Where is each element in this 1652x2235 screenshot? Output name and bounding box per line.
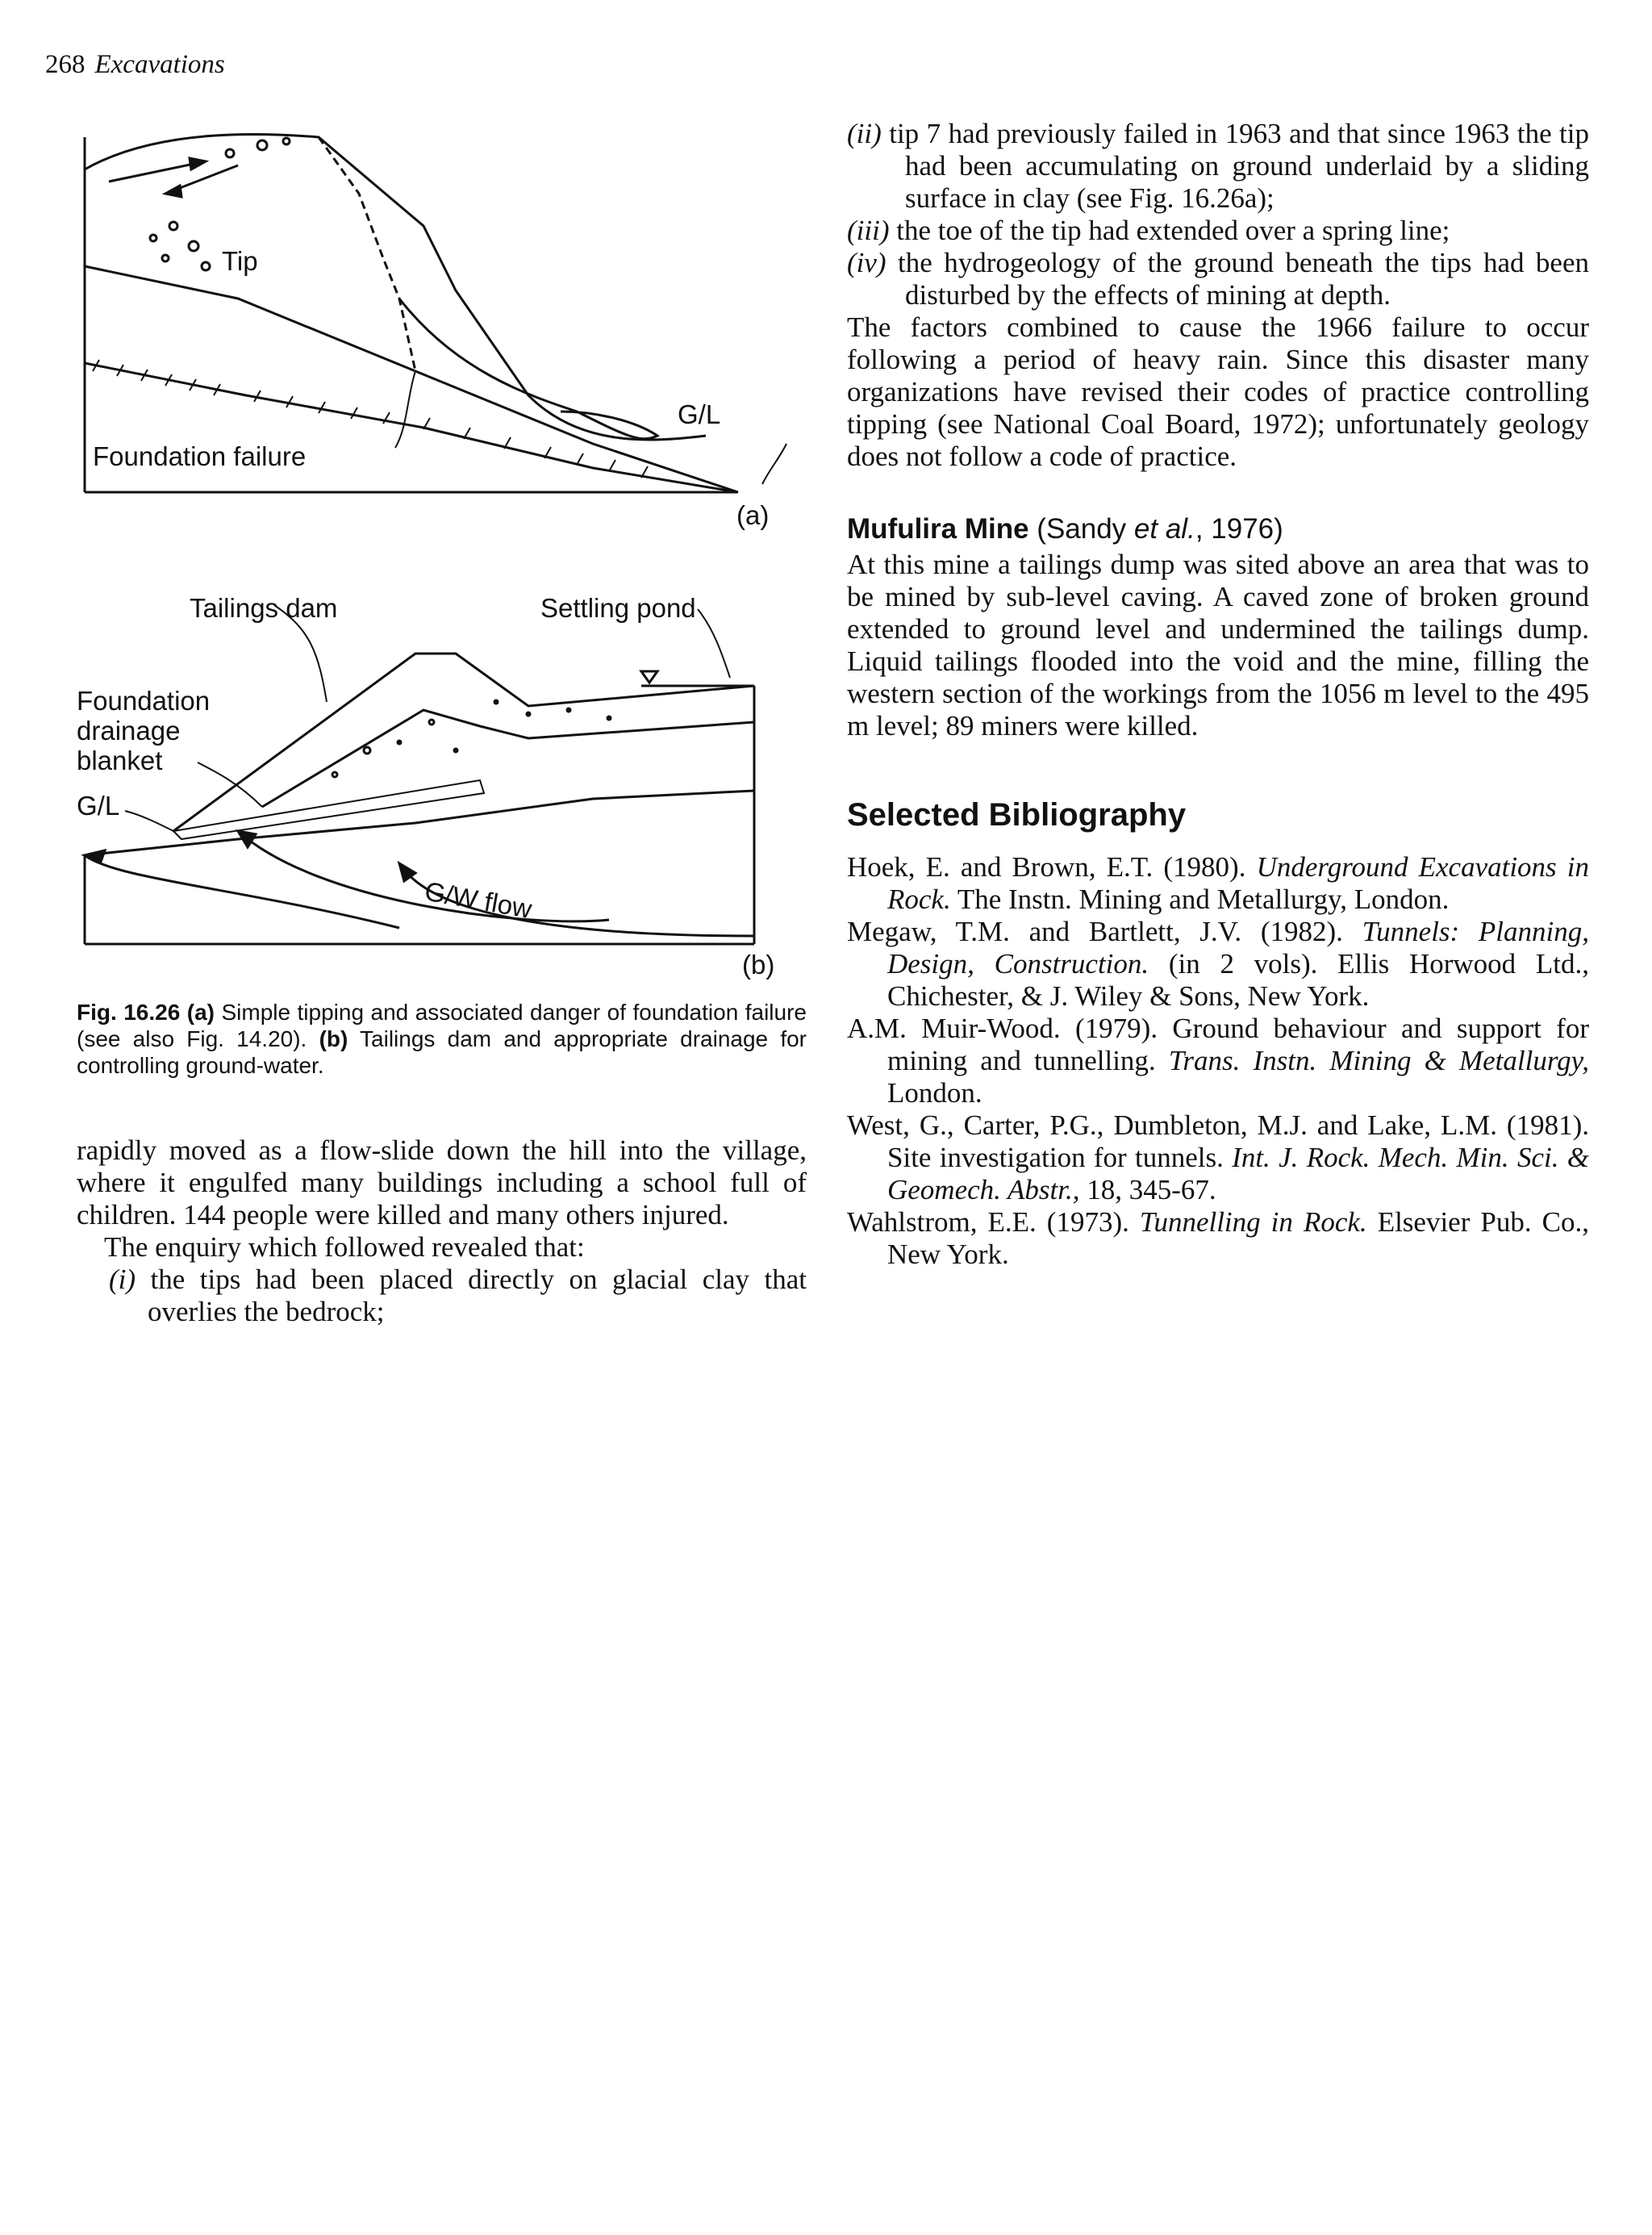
- bib-rest: Elsevier Pub. Co., New York.: [887, 1206, 1590, 1270]
- item-ii-text: tip 7 had previously failed in 1963 and that since 1963 the tip had been accumulating on ground underlaid by a sliding surface in clay (see Fig. 16.26a);: [889, 118, 1590, 214]
- item-iii-text: the toe of the tip had extended over a spring line;: [896, 215, 1450, 246]
- bib-rest: (in 2 vols). Ellis Horwood Ltd., Chichester, & J. Wiley & Sons, New York.: [887, 948, 1589, 1012]
- label-foundation-failure: Foundation failure: [93, 441, 307, 471]
- caption-fig-id: Fig. 16.26: [77, 1000, 181, 1025]
- bib-authors: Wahlstrom, E.E. (1973).: [847, 1206, 1140, 1238]
- figure-16-26a: [77, 105, 803, 533]
- label-gl-a: G/L: [678, 399, 721, 429]
- mine-heading-bold: Mufulira Mine: [847, 513, 1029, 545]
- bib-title: Tunnels: Planning, Design, Construction.: [887, 916, 1589, 980]
- bib-rest: 18, 345-67.: [1079, 1174, 1216, 1205]
- mine-heading-etal: et al.: [1133, 513, 1195, 545]
- heading-selected-bibliography: Selected Bibliography: [847, 797, 1187, 833]
- caption-a-marker: (a): [186, 1000, 215, 1025]
- mine-heading-post: , 1976): [1195, 513, 1283, 545]
- figure-16-26b: [77, 581, 803, 984]
- item-iv-marker: (iv): [847, 247, 886, 278]
- heading-mufulira-mine: [847, 513, 1589, 545]
- bib-entry: [847, 1013, 1589, 1109]
- item-i-marker: (i): [109, 1264, 136, 1295]
- panel-label-b: (b): [742, 950, 775, 980]
- para-flow-slide: rapidly moved as a flow-slide down the hill into the village, where it engulfed many buildings including a school full of children. 144 people were killed and many others injured.: [77, 1134, 807, 1230]
- para-factors: The factors combined to cause the 1966 failure to occur following a period of heavy rain. Since this disaster many organizations have revised their codes of practice controlling tipping (see National Coal Board, 1972); unfortunately geology does not follow a code of practice.: [847, 311, 1589, 472]
- bib-rest: London.: [887, 1077, 982, 1109]
- item-iv-text: the hydrogeology of the ground beneath the tips had been disturbed by the effects of mining at depth.: [898, 247, 1589, 311]
- item-ii-marker: (ii): [847, 118, 882, 149]
- left-column-text: [77, 1134, 807, 1328]
- bib-title: Tunnelling in Rock.: [1139, 1206, 1367, 1238]
- bib-entry: [847, 916, 1589, 1013]
- running-header: [45, 50, 225, 80]
- bib-title: Underground Excavations in Rock.: [887, 851, 1589, 915]
- bib-entry: [847, 851, 1589, 916]
- figure-caption: [77, 999, 807, 1079]
- label-gw-flow: G/W flow: [422, 875, 535, 925]
- item-iii-marker: (iii): [847, 215, 890, 246]
- para-mufulira: At this mine a tailings dump was sited above an area that was to be mined by sub-level caving. A caved zone of broken ground extended to ground level and undermined the tailings dump. Liquid tailings flooded into the void and the mine, filling the western section of the workings from the 1056 m level to the 495 m level; 89 miners were killed.: [847, 549, 1589, 742]
- label-settling-pond: Settling pond: [540, 593, 696, 623]
- list-item-i: [77, 1264, 807, 1328]
- caption-b-text: Tailings dam and appropriate drainage for controlling ground-water.: [77, 1026, 807, 1078]
- bib-authors: Hoek, E. and Brown, E.T. (1980).: [847, 851, 1257, 883]
- label-tailings-dam: Tailings dam: [190, 593, 338, 623]
- mine-heading-pre: (Sandy: [1028, 513, 1134, 545]
- bib-rest: The Instn. Mining and Metallurgy, London.: [950, 884, 1450, 915]
- bib-authors: Megaw, T.M. and Bartlett, J.V. (1982).: [847, 916, 1362, 947]
- list-item-ii: [847, 118, 1589, 215]
- label-drainage: drainage: [77, 716, 181, 746]
- caption-a-text: Simple tipping and associated danger of foundation failure (see also Fig. 14.20).: [77, 1000, 807, 1051]
- label-blanket: blanket: [77, 746, 163, 775]
- label-foundation: Foundation: [77, 686, 211, 716]
- bib-authors: A.M. Muir-Wood. (1979). Ground behaviour and support for mining and tunnelling.: [847, 1013, 1589, 1076]
- para-enquiry: The enquiry which followed revealed that:: [104, 1231, 585, 1263]
- right-column-text: [847, 118, 1589, 1271]
- bib-title: Int. J. Rock. Mech. Min. Sci. & Geomech. Abstr.,: [887, 1142, 1589, 1205]
- bib-authors: West, G., Carter, P.G., Dumbleton, M.J. and Lake, L.M. (1981). Site investigation for tunnels.: [847, 1109, 1589, 1173]
- item-i-text: the tips had been placed directly on glacial clay that overlies the bedrock;: [148, 1264, 807, 1327]
- bib-entry: [847, 1109, 1589, 1206]
- list-item-iv: [847, 247, 1589, 311]
- bib-entry: [847, 1206, 1589, 1271]
- list-item-iii: [847, 215, 1589, 247]
- caption-b-marker: (b): [319, 1026, 348, 1051]
- bib-title: Trans. Instn. Mining & Metallurgy,: [1168, 1045, 1590, 1076]
- panel-label-a: (a): [736, 500, 770, 530]
- label-gl-b: G/L: [77, 791, 120, 821]
- label-tip: Tip: [222, 246, 258, 276]
- running-title: Excavations: [94, 50, 225, 79]
- page-number: 268: [45, 50, 86, 79]
